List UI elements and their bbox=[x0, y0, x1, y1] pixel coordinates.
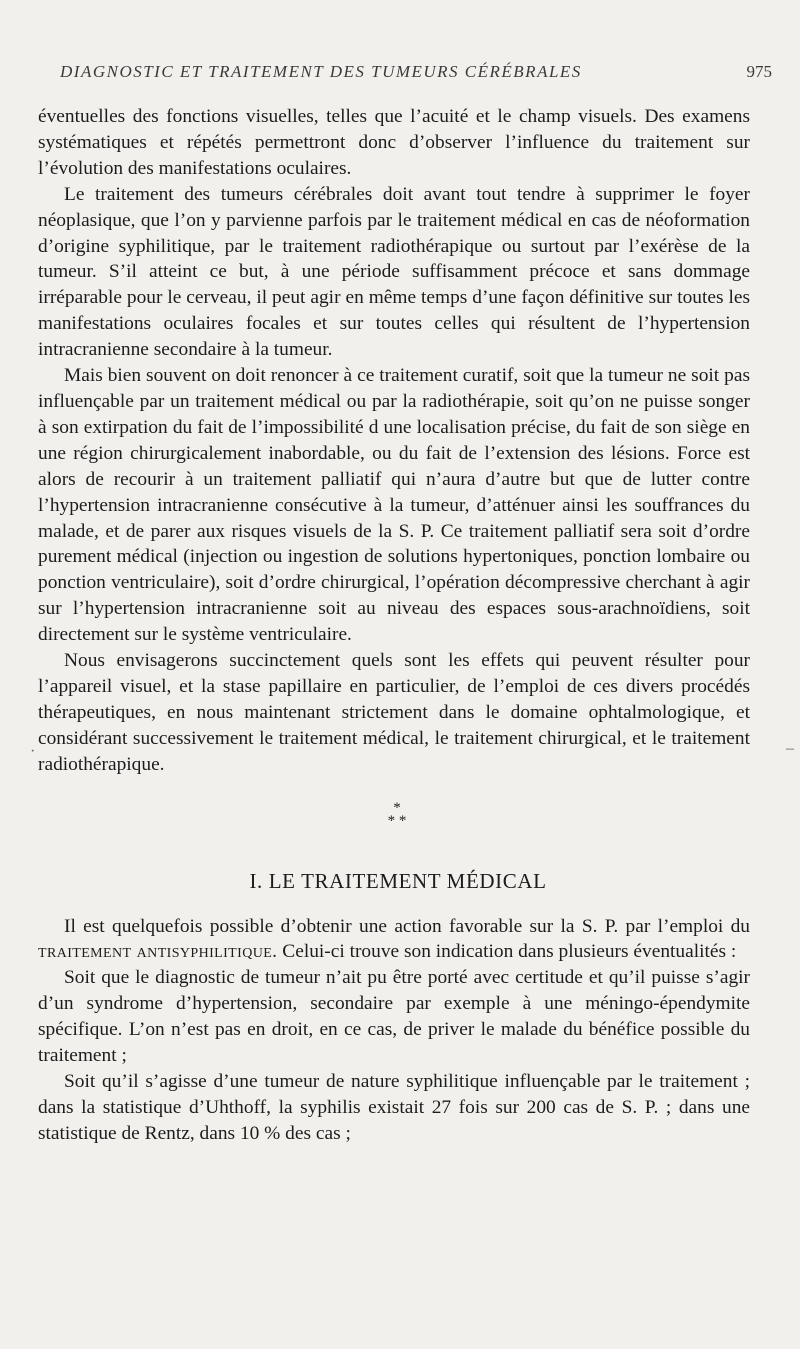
margin-dash: – bbox=[786, 740, 794, 757]
running-title: DIAGNOSTIC ET TRAITEMENT DES TUMEURS CÉRÉBRALES bbox=[60, 62, 582, 81]
body-text bbox=[38, 104, 750, 1147]
section-paragraph-1 bbox=[38, 914, 750, 966]
section-p1-before: Il est quelquefois possible d’obtenir une action favorable sur la S. P. par l’emploi du bbox=[64, 915, 750, 937]
section-title: I. LE TRAITEMENT MÉDICAL bbox=[249, 868, 547, 893]
paragraph-2: Le traitement des tumeurs cérébrales doit avant tout tendre à supprimer le foyer néoplasique, que l’on y parvienne parfois par le traitement médical en cas de néoformation d’origine syphilitique, par le traitement radiothérapique ou surtout par l’exérèse de la tumeur. S’il atteint ce but, à une période suffisamment précoce et sans dommage irréparable pour le cerveau, il peut agir en même temps d’une façon définitive sur toutes les manifestations oculaires focales et sur toutes celles qui résultent de l’hypertension intracranienne secondaire à la tumeur. bbox=[38, 183, 750, 361]
section-p1-smallcaps: traitement antisyphilitique. bbox=[38, 941, 278, 963]
paragraph-1: éventuelles des fonctions visuelles, telles que l’acuité et le champ visuels. Des examens systématiques et répétés permettront donc d’observer l’influence du traitement sur l’évolution des manifestations oculaires. bbox=[38, 106, 750, 179]
paragraph-4: Nous envisagerons succinctement quels sont les effets qui peuvent résulter pour l’appareil visuel, et la stase papillaire en particulier, de l’emploi de ces divers procédés thérapeutiques, en nous maintenant strictement dans le domaine ophtalmologique, et considérant successivement le traitement médical, le traitement chirurgical, et le traitement radiothérapique. bbox=[38, 650, 750, 775]
section-p1-after: Celui-ci trouve son indication dans plusieurs éventualités : bbox=[282, 941, 737, 963]
section-paragraph-3: Soit qu’il s’agisse d’une tumeur de nature syphilitique influençable par le traitement ; dans la statistique d’Uhthoff, la syphilis existait 27 fois sur 200 cas de S. P. ; dans une statistique de Rentz, dans 10 % des cas ; bbox=[38, 1071, 750, 1144]
asterism-top: * bbox=[393, 799, 401, 816]
paragraph-3: Mais bien souvent on doit renoncer à ce traitement curatif, soit que la tumeur ne soit pas influençable par un traitement médical ou par la radiothérapie, soit qu’on ne puisse songer à son extirpation du fait de l’impossibilité d une localisation précise, du fait de son siège en une région chirurgicalement inabordable, ou du fait de l’extension des lésions. Force est alors de recourir à un traitement palliatif qui n’aura d’autre but que de lutter contre l’hypertension intracranienne consécutive à la tumeur, d’atténuer ainsi les souffrances du malade, et de parer aux risques visuels de la S. P. Ce traitement palliatif sera soit d’ordre purement médical (injection ou ingestion de solutions hypertoniques, ponction lombaire ou ponction ventriculaire), soit d’ordre chirurgical, l’opération décompressive cherchant à agir sur l’hypertension intracranienne soit au niveau des espaces sous-arachnoïdiens, soit directement sur le système ventriculaire. bbox=[38, 365, 750, 646]
page-number: 975 bbox=[746, 62, 772, 81]
section-paragraph-2: Soit que le diagnostic de tumeur n’ait pu être porté avec certitude et qu’il puisse s’agir d’un syndrome d’hypertension, secondaire par exemple à une méningo-épendymite spécifique. L’on n’est pas en droit, en ce cas, de priver le malade du bénéfice possible du traitement ; bbox=[38, 967, 750, 1067]
margin-dot: · bbox=[30, 743, 36, 760]
asterism bbox=[44, 799, 750, 829]
asterism-bottom: * * bbox=[387, 812, 407, 829]
